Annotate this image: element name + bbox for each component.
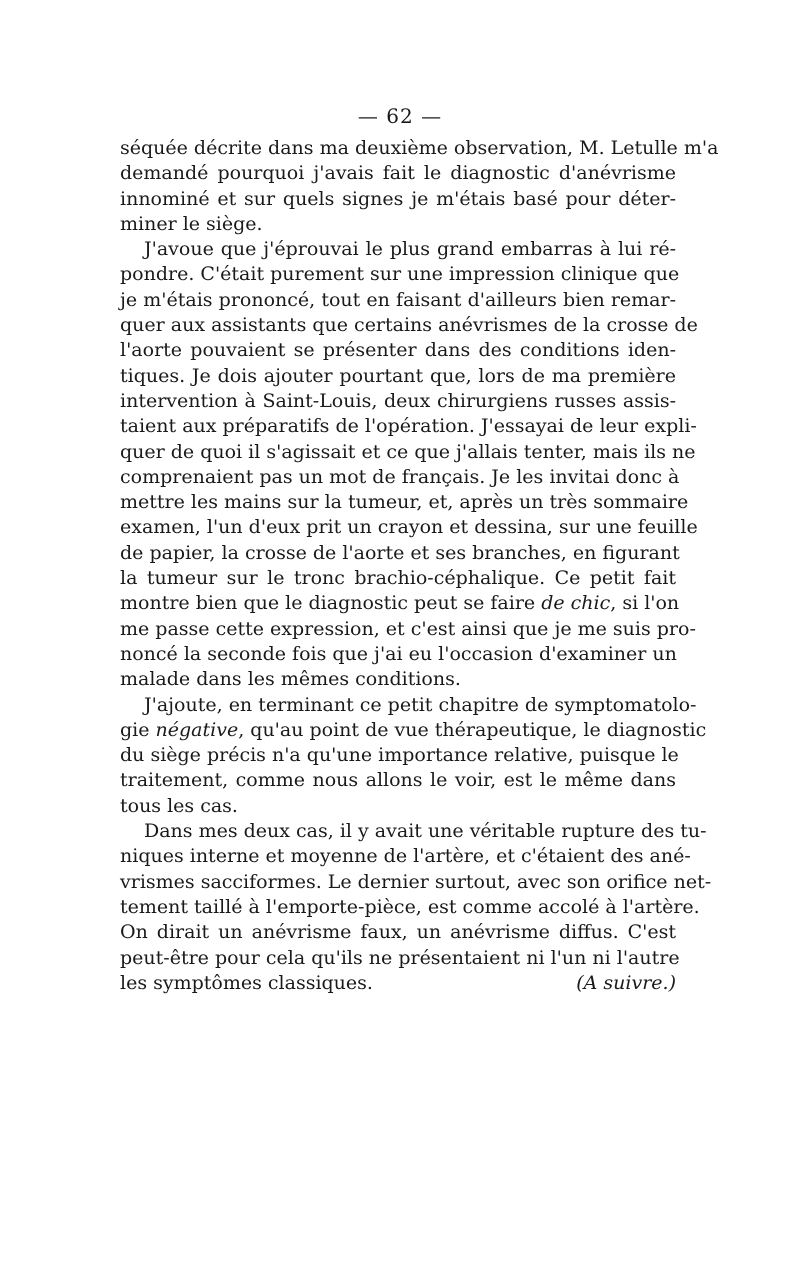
text-line: quer aux assistants que certains anévrismes de la crosse de — [120, 314, 698, 337]
text-line: quer de quoi il s'agissait et ce que j'allais tenter, mais ils ne — [120, 440, 696, 463]
text-segment: , qu'au point de vue thérapeutique, le diagnostic — [238, 718, 707, 741]
text-line: intervention à Saint-Louis, deux chirurgiens russes assis- — [120, 389, 676, 412]
text-line: demandé pourquoi j'avais fait le diagnostic d'anévrisme — [120, 162, 676, 185]
text-line: tous les cas. — [120, 794, 238, 817]
text-line: tement taillé à l'emporte-pièce, est comme accolé à l'artère. — [120, 895, 700, 918]
text-line: noncé la seconde fois que j'ai eu l'occasion d'examiner un — [120, 642, 677, 665]
paragraph-2 — [120, 237, 698, 692]
text-line: mettre les mains sur la tumeur, et, après un très sommaire — [120, 491, 689, 514]
body-text — [120, 136, 719, 996]
text-segment: gie — [120, 718, 156, 741]
text-line: innominé et sur quels signes je m'étais basé pour déter- — [120, 187, 676, 210]
text-line: examen, l'un d'eux prit un crayon et dessina, sur une feuille — [120, 516, 698, 539]
continuation-note: (A suivre.) — [576, 971, 676, 994]
paragraph-3 — [120, 693, 707, 819]
text-line: la tumeur sur le tronc brachio-céphalique. Ce petit fait — [120, 567, 676, 590]
text-line: On dirait un anévrisme faux, un anévrisme diffus. C'est — [120, 921, 676, 944]
page-number: — 62 — — [357, 104, 443, 128]
text-line: pondre. C'était purement sur une impression clinique que — [120, 263, 680, 286]
italic-text: négative — [155, 718, 239, 741]
text-line — [120, 591, 680, 616]
text-segment: les symptômes classiques. — [120, 971, 373, 994]
text-line: l'aorte pouvaient se présenter dans des conditions iden- — [120, 339, 676, 362]
text-line: de papier, la crosse de l'aorte et ses branches, en figurant — [120, 541, 680, 564]
text-line: Dans mes deux cas, il y avait une véritable rupture des tu- — [144, 820, 707, 843]
text-line: J'ajoute, en terminant ce petit chapitre de symptomatolo- — [144, 693, 697, 716]
italic-text: de chic — [541, 592, 611, 615]
paragraph-4 — [120, 819, 712, 996]
text-line — [120, 971, 676, 996]
text-line: malade dans les mêmes conditions. — [120, 668, 461, 691]
text-line: traitement, comme nous allons le voir, est le même dans — [120, 769, 676, 792]
text-line: vrismes sacciformes. Le dernier surtout, avec son orifice net- — [120, 870, 712, 893]
text-segment: montre bien que le diagnostic peut se faire — [120, 592, 542, 615]
text-line: miner le siège. — [120, 212, 263, 235]
text-line: séquée décrite dans ma deuxième observation, M. Letulle m'a — [120, 137, 719, 159]
paragraph-1 — [120, 136, 719, 237]
text-line: niques interne et moyenne de l'artère, et c'étaient des ané- — [120, 845, 691, 868]
text-line: comprenaient pas un mot de français. Je les invitai donc à — [120, 465, 680, 488]
text-line: je m'étais prononcé, tout en faisant d'ailleurs bien remar- — [120, 288, 676, 311]
text-segment: , si l'on — [610, 592, 680, 615]
text-line: tiques. Je dois ajouter pourtant que, lors de ma première — [120, 364, 676, 387]
text-line: peut-être pour cela qu'ils ne présentaient ni l'un ni l'autre — [120, 946, 680, 969]
text-line: J'avoue que j'éprouvai le plus grand embarras à lui ré- — [144, 238, 676, 261]
text-line: taient aux préparatifs de l'opération. J'essayai de leur expli- — [120, 415, 697, 438]
text-line — [120, 718, 707, 743]
text-line: du siège précis n'a qu'une importance relative, puisque le — [120, 744, 679, 767]
text-line: me passe cette expression, et c'est ainsi que je me suis pro- — [120, 617, 696, 640]
